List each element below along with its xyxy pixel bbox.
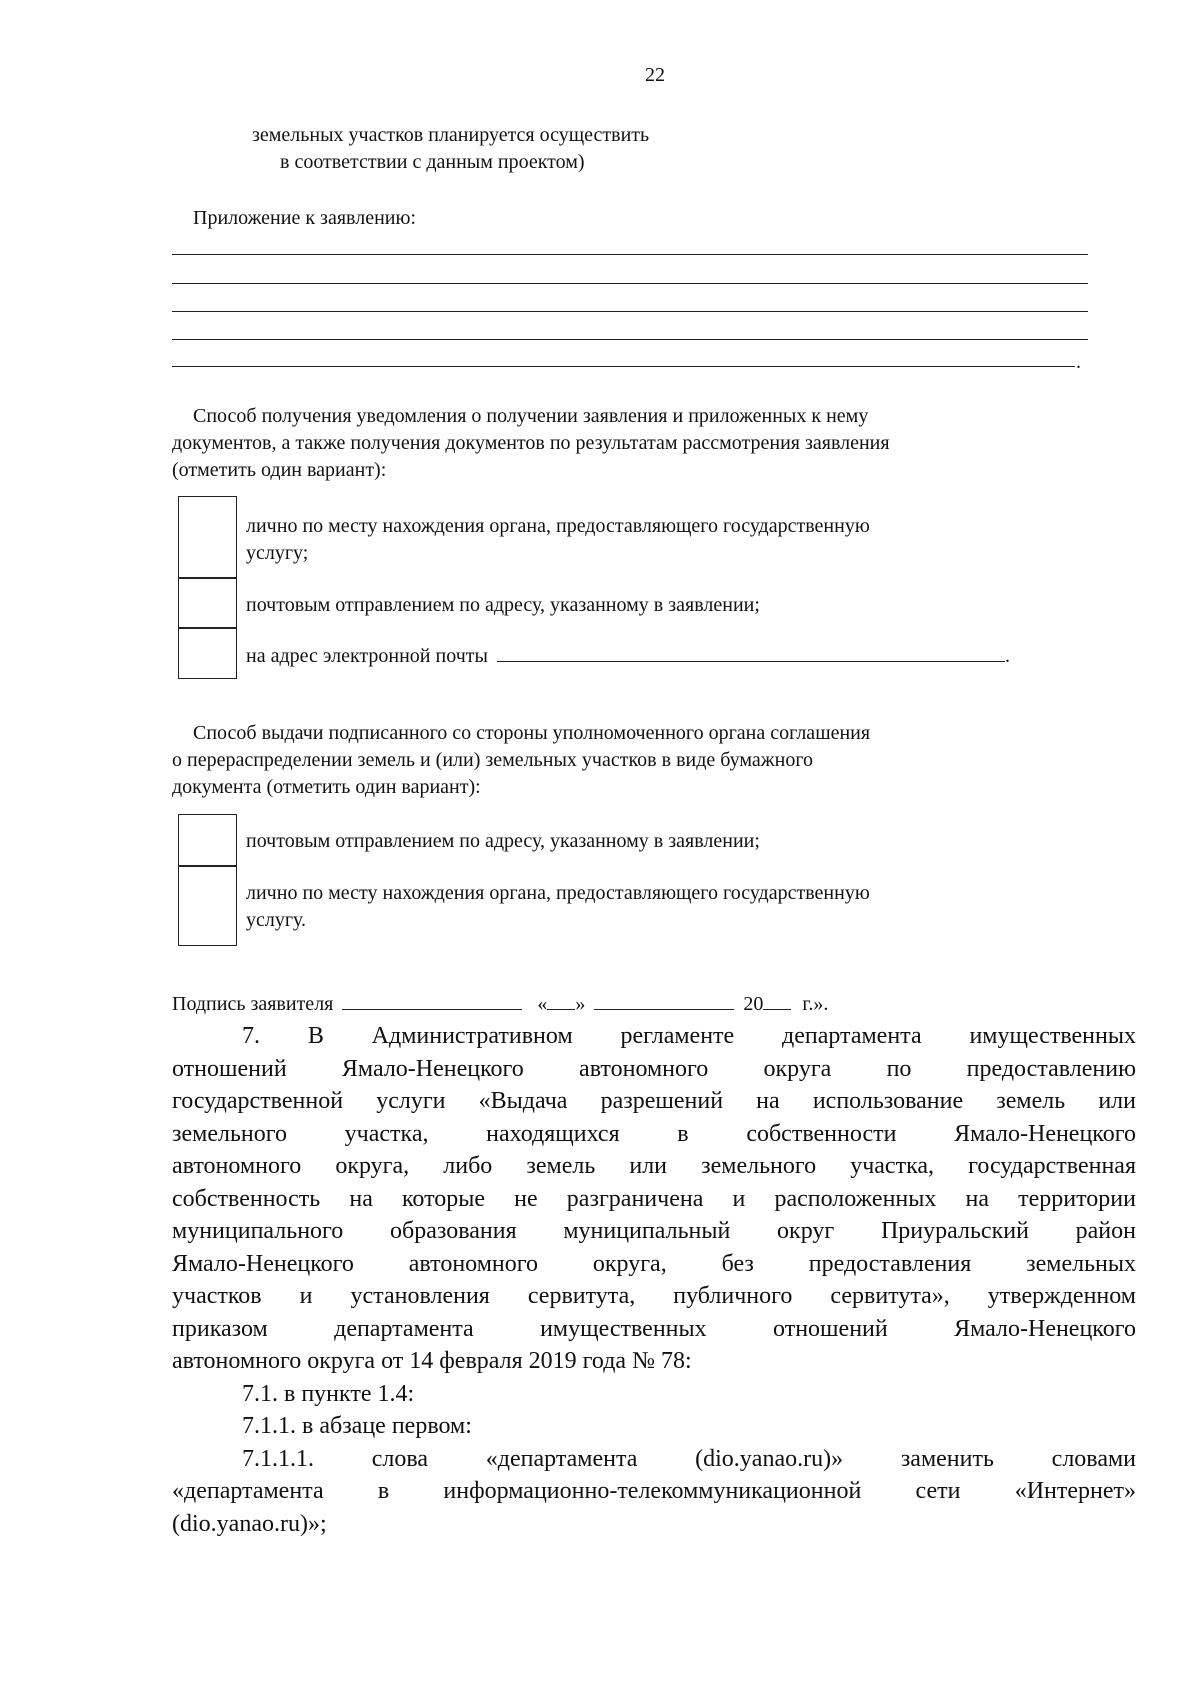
notice-text-line-2: документов, а также получения документов по результатам рассмотрения заявления [172, 432, 890, 454]
appendix-line-2[interactable] [172, 283, 1088, 284]
quote-open: « [537, 993, 548, 1015]
signature-line [172, 991, 828, 1018]
appendix-label: Приложение к заявлению: [193, 207, 416, 229]
notice-option-1-line-1: лично по месту нахождения органа, предоставляющего государственную [246, 515, 870, 537]
notice-option-3-end: . [1004, 645, 1010, 667]
paragraph-7-line-3: государственной услуги «Выдача разрешений на использование земель или [172, 1088, 1136, 1114]
issue-option-1-checkbox[interactable] [178, 814, 237, 866]
appendix-line-5[interactable] [172, 366, 1075, 367]
paragraph-7 [172, 1020, 1136, 1540]
signature-field[interactable] [342, 991, 522, 1010]
page-number: 22 [645, 64, 665, 86]
paragraph-7-line-7: муниципального образования муниципальный округ Приуральский район [172, 1218, 1136, 1244]
top-line-1: земельных участков планируется осуществить [252, 124, 650, 146]
issue-option-2-line-2: услугу. [246, 909, 307, 931]
email-field[interactable] [497, 643, 1005, 662]
item-7-1-1-1-line-2: «департамента в информационно-телекоммуникационной сети «Интернет» [172, 1478, 1136, 1504]
notice-option-3-checkbox[interactable] [178, 628, 237, 679]
issue-text-line-3: документа (отметить один вариант): [172, 776, 481, 798]
notice-text-line-1: Способ получения уведомления о получении заявления и приложенных к нему [193, 405, 869, 427]
issue-text-line-2: о перераспределении земель и (или) земельных участков в виде бумажного [172, 749, 814, 771]
item-7-1: 7.1. в пункте 1.4: [242, 1380, 415, 1407]
paragraph-7-line-9: участков и установления сервитута, публичного сервитута», утвержденном [172, 1283, 1136, 1309]
notice-option-3-line [246, 643, 1010, 670]
notice-option-3-label: на адрес электронной почты [246, 645, 488, 667]
paragraph-7-line-10: приказом департамента имущественных отношений Ямало-Ненецкого [172, 1315, 1136, 1342]
item-7-1-1: 7.1.1. в абзаце первом: [242, 1413, 472, 1439]
appendix-end-mark: . [1076, 351, 1081, 373]
item-7-1-1-1-line-3: (dio.yanao.ru)»; [172, 1510, 327, 1537]
signature-label: Подпись заявителя [172, 993, 334, 1015]
appendix-line-1[interactable] [172, 254, 1088, 255]
paragraph-7-line-8: Ямало-Ненецкого автономного округа, без предоставления земельных [172, 1250, 1136, 1277]
month-field[interactable] [594, 991, 734, 1010]
year-suffix: г.». [802, 993, 829, 1015]
notice-option-2-line-1: почтовым отправлением по адресу, указанному в заявлении; [246, 594, 760, 616]
paragraph-7-line-11: автономного округа от 14 февраля 2019 года № 78: [172, 1348, 692, 1374]
appendix-line-4[interactable] [172, 339, 1088, 340]
issue-option-2-checkbox[interactable] [178, 866, 237, 946]
issue-option-2-line-1: лично по месту нахождения органа, предоставляющего государственную [246, 882, 870, 904]
item-7-1-1-1-line-1: 7.1.1.1. слова «департамента (dio.yanao.ru)» заменить словами [242, 1445, 1136, 1472]
notice-text-line-3: (отметить один вариант): [172, 459, 387, 481]
issue-text-line-1: Способ выдачи подписанного со стороны уполномоченного органа соглашения [193, 722, 871, 744]
paragraph-7-line-2: отношений Ямало-Ненецкого автономного округа по предоставлению [172, 1055, 1136, 1082]
top-line-2: в соответствии с данным проектом) [280, 151, 585, 173]
year-field[interactable] [763, 991, 791, 1010]
notice-option-1-line-2: услугу; [246, 542, 309, 564]
day-field[interactable] [547, 991, 575, 1010]
quote-close: » [575, 993, 586, 1015]
year-prefix: 20 [743, 993, 764, 1015]
issue-option-1-line-1: почтовым отправлением по адресу, указанному в заявлении; [246, 830, 760, 852]
notice-option-2-checkbox[interactable] [178, 578, 237, 628]
paragraph-7-line-5: автономного округа, либо земель или земельного участка, государственная [172, 1153, 1136, 1179]
notice-option-1-checkbox[interactable] [178, 496, 237, 578]
paragraph-7-line-4: земельного участка, находящихся в собственности Ямало-Ненецкого [172, 1120, 1136, 1147]
paragraph-7-line-6: собственность на которые не разграничена и расположенных на территории [172, 1185, 1136, 1212]
appendix-line-3[interactable] [172, 311, 1088, 312]
paragraph-7-line-1: 7. В Административном регламенте департамента имущественных [242, 1023, 1136, 1049]
